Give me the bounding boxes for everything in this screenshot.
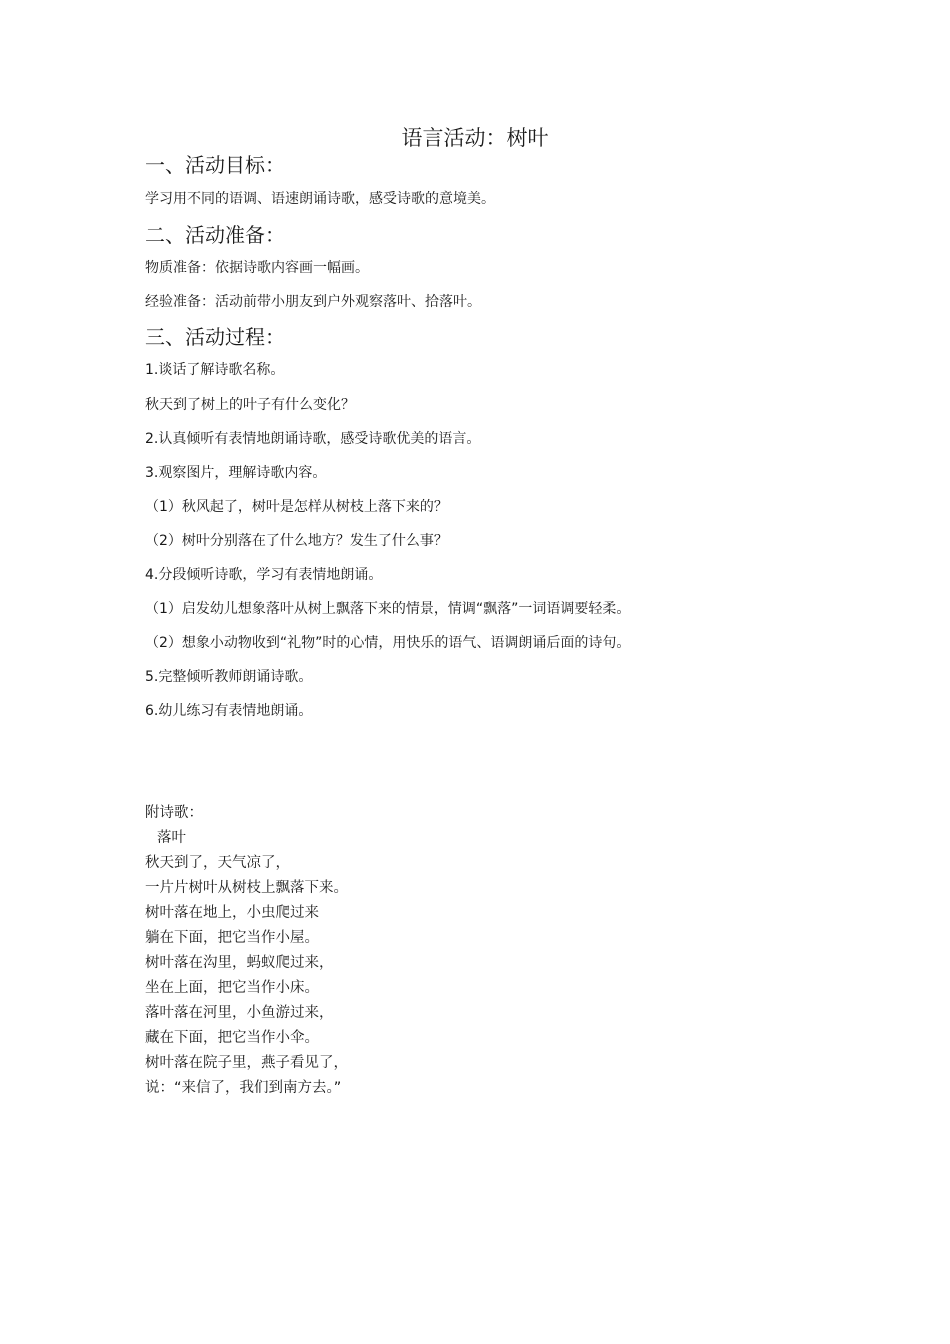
process-step: 6.幼儿练习有表情地朗诵。 (145, 703, 313, 719)
poem-line: 坐在上面，把它当作小床。 (145, 980, 319, 996)
poem-line: 树叶落在沟里，蚂蚁爬过来， (145, 955, 334, 971)
prep-material-text: 物质准备：依据诗歌内容画一幅画。 (145, 260, 369, 276)
poem-line: 躺在下面，把它当作小屋。 (145, 930, 319, 946)
process-step: 2.认真倾听有表情地朗诵诗歌，感受诗歌优美的语言。 (145, 431, 481, 447)
process-step: 5.完整倾听教师朗诵诗歌。 (145, 669, 313, 685)
poem-line: 落叶落在河里，小鱼游过来， (145, 1005, 334, 1021)
process-step: 3.观察图片，理解诗歌内容。 (145, 465, 327, 481)
process-step: （2）树叶分别落在了什么地方？发生了什么事？ (145, 533, 448, 549)
process-step: （1）秋风起了，树叶是怎样从树枝上落下来的？ (145, 499, 448, 515)
process-heading: 三、活动过程： (145, 325, 285, 349)
poem-line: 树叶落在地上，小虫爬过来 (145, 905, 319, 921)
poem-label: 附诗歌： (145, 805, 203, 821)
poem-line: 藏在下面，把它当作小伞。 (145, 1030, 319, 1046)
goal-text: 学习用不同的语调、语速朗诵诗歌，感受诗歌的意境美。 (145, 191, 495, 207)
poem-line: 一片片树叶从树枝上飘落下来。 (145, 880, 348, 896)
prep-experience-text: 经验准备：活动前带小朋友到户外观察落叶、拾落叶。 (145, 294, 481, 310)
goal-heading: 一、活动目标： (145, 153, 285, 177)
process-step: 秋天到了树上的叶子有什么变化？ (145, 397, 355, 413)
poem-line: 秋天到了，天气凉了， (145, 855, 290, 871)
poem-line: 说：“来信了，我们到南方去。” (145, 1080, 342, 1096)
document-title: 语言活动：树叶 (401, 126, 549, 150)
process-step: 4.分段倾听诗歌，学习有表情地朗诵。 (145, 567, 383, 583)
poem-line: 树叶落在院子里，燕子看见了， (145, 1055, 348, 1071)
prep-heading: 二、活动准备： (145, 223, 285, 247)
process-step: 1.谈话了解诗歌名称。 (145, 362, 285, 378)
process-step: （1）启发幼儿想象落叶从树上飘落下来的情景，情调“飘落”一词语调要轻柔。 (145, 601, 631, 617)
process-step: （2）想象小动物收到“礼物”时的心情，用快乐的语气、语调朗诵后面的诗句。 (145, 635, 631, 651)
poem-title: 落叶 (157, 830, 186, 846)
